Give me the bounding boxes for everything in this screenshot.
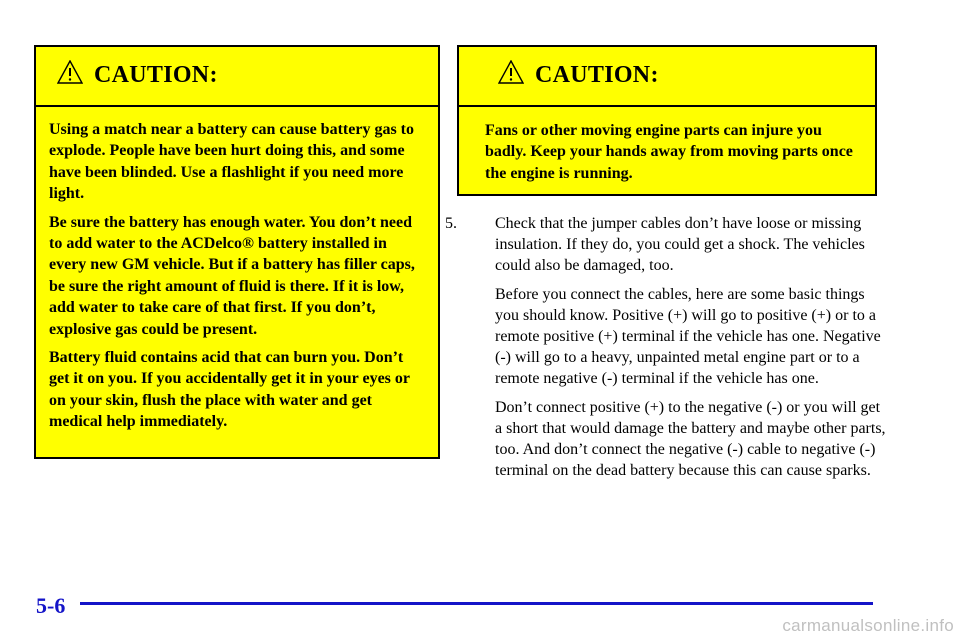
- step-paragraph: Before you connect the cables, here are some basic things you should know. Positive (+) will go to positive (+) or to a remote positive (+) terminal if the vehicle has one. Negative (-) will go to a heavy, unpainted metal engine part or to a remote negative (-) terminal if the vehicle has one.: [495, 286, 881, 387]
- caution-body: [459, 107, 875, 184]
- caution-paragraph: Using a match near a battery can cause battery gas to explode. People have been hurt doing this, and some have been blinded. Use a flashlight if you need more light.: [49, 121, 414, 203]
- caution-header: [459, 47, 875, 107]
- caution-paragraph: Be sure the battery has enough water. You don’t need to add water to the ACDelco® battery installed in every new GM vehicle. But if a battery has filler caps, be sure the right amount of fluid is there. If it is low, add water to take care of that first. If you don’t, explosive gas could be present.: [49, 213, 415, 338]
- step-number: 5.: [445, 215, 457, 232]
- step-paragraph: [445, 213, 890, 276]
- page-number: 5-6: [36, 593, 66, 618]
- caution-box-battery: [34, 45, 440, 459]
- step-paragraph: Don’t connect positive (+) to the negative (-) or you will get a short that would damage the battery and maybe other parts, too. And don’t connect the negative (-) cable to negative (-) terminal on the dead battery because this can cause sparks.: [495, 399, 886, 479]
- step-5: [445, 213, 890, 489]
- caution-header: [36, 47, 438, 107]
- caution-title: CAUTION:: [94, 62, 218, 88]
- footer-rule: [80, 602, 873, 605]
- caution-paragraph: Fans or other moving engine parts can injure you badly. Keep your hands away from moving parts once the engine is running.: [485, 122, 853, 182]
- watermark: carmanualsonline.info: [782, 616, 954, 635]
- step-text: Check that the jumper cables don’t have loose or missing insulation. If they do, you could get a shock. The vehicles could also be damaged, too.: [495, 215, 865, 274]
- caution-body: [36, 107, 438, 433]
- warning-triangle-icon: [498, 60, 524, 84]
- caution-box-moving-parts: [457, 45, 877, 196]
- caution-paragraph: Battery fluid contains acid that can burn you. Don’t get it on you. If you accidentally get it in your eyes or on your skin, flush the place with water and get medical help immediately.: [49, 349, 410, 431]
- warning-triangle-icon: [57, 60, 83, 84]
- caution-title: CAUTION:: [535, 62, 659, 88]
